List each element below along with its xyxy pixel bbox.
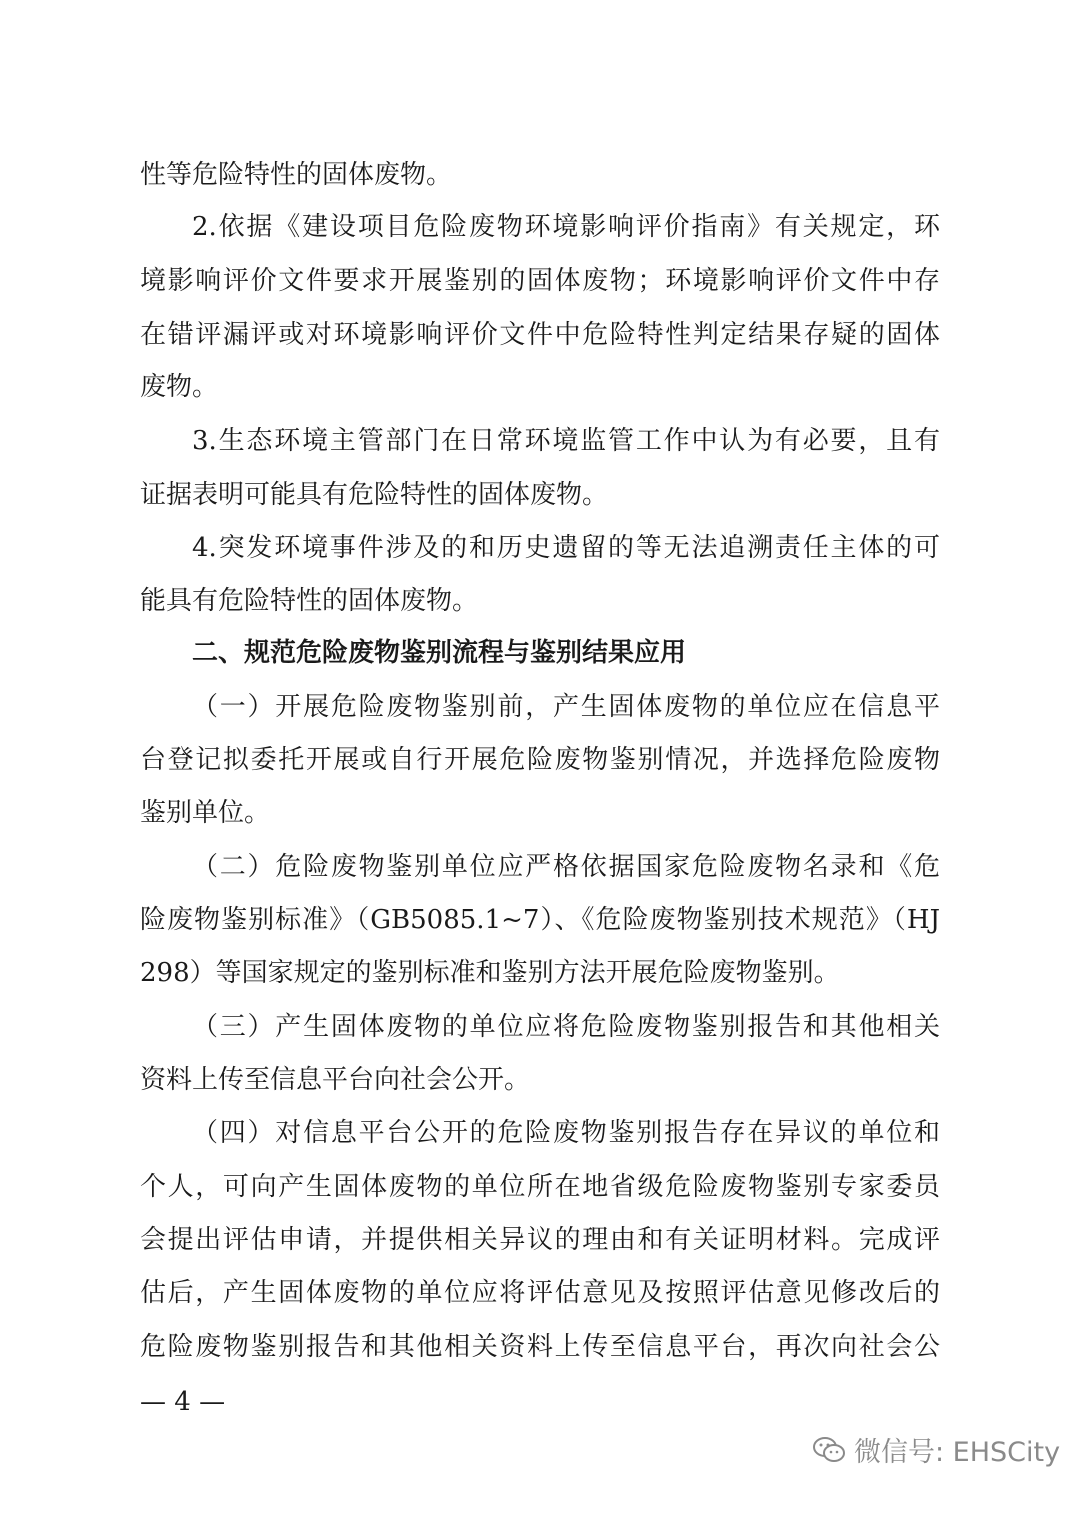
text-line: （一）开展危险废物鉴别前，产生固体废物的单位应在信息平 bbox=[192, 692, 940, 722]
text-line: 险废物鉴别标准》（GB5085.1~7）、《危险废物鉴别技术规范》（HJ bbox=[140, 905, 940, 935]
text-line: 能具有危险特性的固体废物。 bbox=[140, 586, 479, 616]
text-line: 3.生态环境主管部门在日常环境监管工作中认为有必要，且有 bbox=[192, 426, 940, 456]
text-line: （二）危险废物鉴别单位应严格依据国家危险废物名录和《危 bbox=[192, 852, 940, 882]
text-line: 个人，可向产生固体废物的单位所在地省级危险废物鉴别专家委员 bbox=[140, 1172, 940, 1202]
text-line: 证据表明可能具有危险特性的固体废物。 bbox=[140, 480, 609, 510]
text-line: 境影响评价文件要求开展鉴别的固体废物；环境影响评价文件中存 bbox=[140, 266, 940, 296]
text-line: 4.突发环境事件涉及的和历史遗留的等无法追溯责任主体的可 bbox=[192, 533, 940, 563]
text-line: 2.依据《建设项目危险废物环境影响评价指南》有关规定，环 bbox=[192, 212, 940, 242]
text-line: （三）产生固体废物的单位应将危险废物鉴别报告和其他相关 bbox=[192, 1012, 940, 1042]
text-line: （四）对信息平台公开的危险废物鉴别报告存在异议的单位和 bbox=[192, 1118, 940, 1148]
text-line: 台登记拟委托开展或自行开展危险废物鉴别情况，并选择危险废物 bbox=[140, 745, 940, 775]
text-line: 鉴别单位。 bbox=[140, 798, 271, 828]
text-line: 在错评漏评或对环境影响评价文件中危险特性判定结果存疑的固体 bbox=[140, 320, 940, 350]
text-line: 资料上传至信息平台向社会公开。 bbox=[140, 1065, 531, 1095]
text-line: 会提出评估申请，并提供相关异议的理由和有关证明材料。完成评 bbox=[140, 1225, 940, 1255]
text-line: 危险废物鉴别报告和其他相关资料上传至信息平台，再次向社会公 bbox=[140, 1332, 940, 1362]
text-line: 废物。 bbox=[140, 372, 219, 402]
text-line: 298）等国家规定的鉴别标准和鉴别方法开展危险废物鉴别。 bbox=[140, 958, 840, 988]
wechat-icon bbox=[812, 1435, 846, 1465]
wechat-watermark bbox=[812, 1430, 1060, 1469]
watermark-text: 微信号: EHSCity bbox=[854, 1437, 1061, 1468]
section-heading: 二、规范危险废物鉴别流程与鉴别结果应用 bbox=[192, 638, 687, 668]
text-line: 性等危险特性的固体废物。 bbox=[140, 160, 453, 190]
text-line: 估后，产生固体废物的单位应将评估意见及按照评估意见修改后的 bbox=[140, 1278, 940, 1308]
page-number: — 4 — bbox=[140, 1387, 226, 1417]
